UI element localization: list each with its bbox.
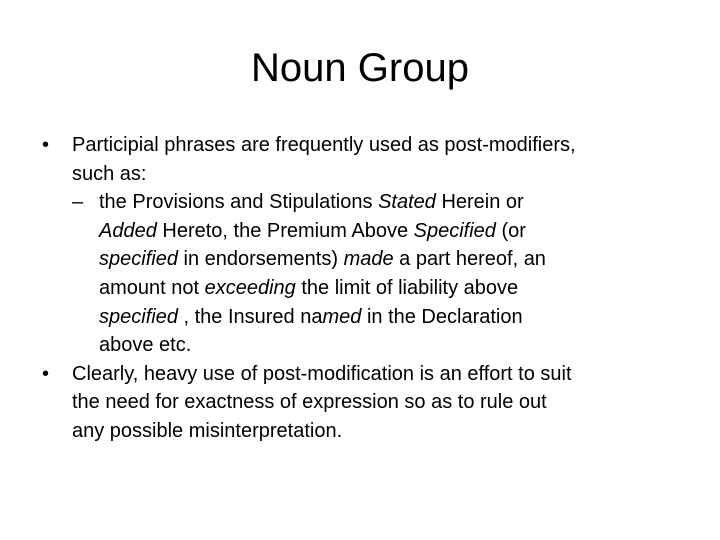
bullet-line: any possible misinterpretation. [72, 419, 343, 442]
italic-text-run: specified [99, 248, 178, 271]
italic-text-run: exceeding [204, 276, 296, 299]
italic-text-run: made [343, 248, 394, 271]
text-run: the Provisions and Stipulations [99, 191, 379, 214]
slide-body [42, 131, 702, 446]
italic-text-run: Stated [378, 191, 436, 214]
text-run: Hereto, the Premium Above [156, 219, 414, 242]
sub-bullet-line [99, 331, 702, 360]
bullet-line: Participial phrases are frequently used as post-modifiers, [72, 134, 576, 156]
bullet-line: the need for exactness of expression so as to rule out [72, 391, 547, 414]
text-run: the limit of liability above [295, 276, 519, 299]
dash-icon: – [72, 191, 84, 214]
bullet-item-participial [42, 131, 702, 188]
italic-text-run: Added [99, 219, 157, 242]
text-run: in the Declaration [361, 305, 523, 328]
italic-text-run: Specified [413, 219, 496, 242]
text-run: Herein or [435, 191, 524, 214]
text-run: above etc. [99, 334, 192, 357]
bullet-item-clearly [42, 360, 702, 446]
italic-text-run: specified [99, 305, 178, 328]
text-run: a part hereof, an [393, 248, 546, 271]
slide-title: Noun Group [251, 46, 469, 90]
sub-bullet-line [99, 245, 702, 274]
sub-bullet-line [99, 217, 702, 246]
bullet-line: such as: [72, 162, 147, 185]
text-run: (or [495, 219, 526, 242]
sub-bullet-line [99, 188, 702, 217]
bullet-icon: • [42, 362, 50, 385]
text-run: in endorsements) [177, 248, 344, 271]
bullet-line: Clearly, heavy use of post-modification is an effort to suit [72, 362, 572, 385]
sub-bullet-line [99, 303, 702, 332]
text-run: , the Insured na [177, 305, 323, 328]
italic-text-run: med [322, 305, 362, 328]
text-run: amount not [99, 276, 205, 299]
sub-bullet-item-examples [42, 188, 702, 360]
bullet-icon: • [42, 134, 50, 156]
sub-bullet-line [99, 274, 702, 303]
